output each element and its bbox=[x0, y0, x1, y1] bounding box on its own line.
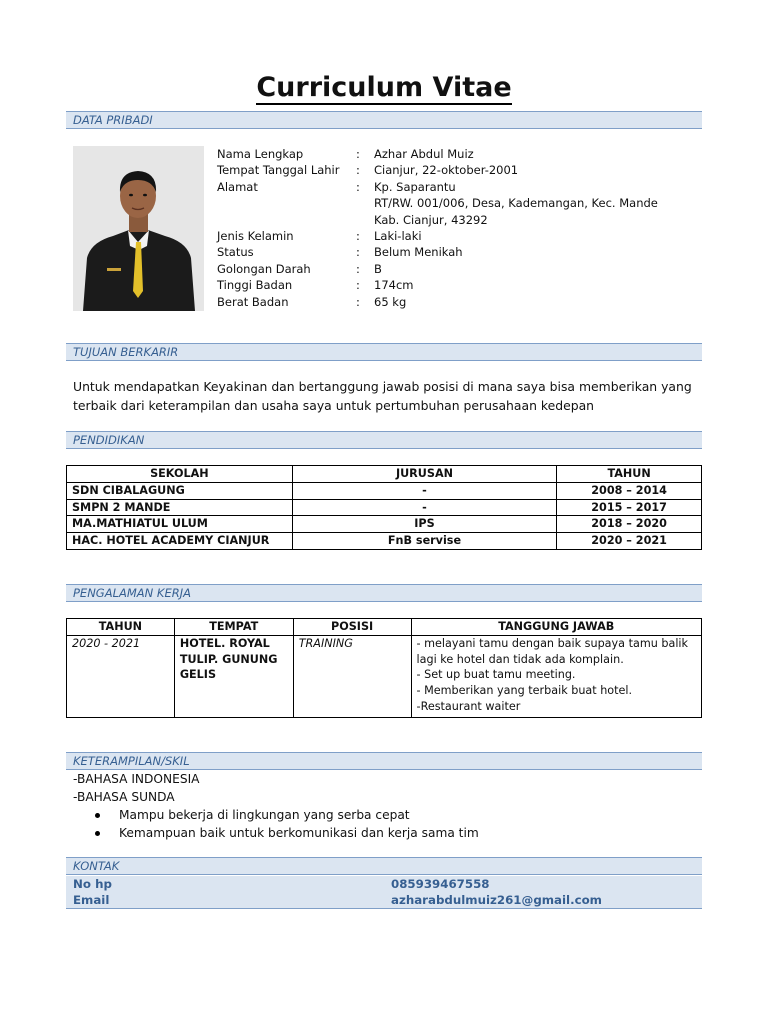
personal-values bbox=[374, 146, 658, 310]
table-cell: 2018 – 2020 bbox=[557, 516, 702, 533]
personal-label bbox=[217, 212, 339, 228]
skill-bullet-item: Mampu bekerja di lingkungan yang serba cepat bbox=[73, 806, 479, 824]
personal-labels bbox=[217, 146, 339, 310]
col-header-sekolah: SEKOLAH bbox=[67, 466, 293, 483]
phone-number[interactable]: 085939467558 bbox=[391, 877, 490, 891]
col-header-tempat: TEMPAT bbox=[174, 619, 293, 636]
personal-label: Tinggi Badan bbox=[217, 278, 293, 293]
email-address[interactable]: azharabdulmuiz261@gmail.com bbox=[391, 893, 602, 907]
personal-colon: : bbox=[356, 278, 360, 293]
table-cell: 2015 – 2017 bbox=[557, 499, 702, 516]
table-row bbox=[67, 516, 702, 533]
skill-item: -BAHASA SUNDA bbox=[73, 790, 175, 804]
section-header-pendidikan: PENDIDIKAN bbox=[66, 431, 702, 449]
col-header-posisi: POSISI bbox=[293, 619, 411, 636]
profile-photo bbox=[73, 146, 204, 311]
email-label: Email bbox=[73, 893, 110, 907]
experience-place: HOTEL. ROYAL TULIP. GUNUNG GELIS bbox=[174, 635, 293, 717]
section-header-kontak: KONTAK bbox=[66, 857, 702, 875]
personal-value: RT/RW. 001/006, Desa, Kademangan, Kec. Mande bbox=[374, 196, 658, 211]
personal-label: Nama Lengkap bbox=[217, 147, 304, 161]
personal-colon bbox=[356, 195, 360, 211]
table-cell: 2008 – 2014 bbox=[557, 482, 702, 499]
experience-year: 2020 - 2021 bbox=[67, 635, 175, 717]
personal-value: Belum Menikah bbox=[374, 245, 463, 260]
table-cell: SDN CIBALAGUNG bbox=[67, 482, 293, 499]
personal-label: Jenis Kelamin bbox=[217, 228, 294, 243]
education-table bbox=[66, 465, 702, 550]
personal-colon: : bbox=[356, 147, 360, 161]
phone-label: No hp bbox=[73, 877, 112, 891]
table-cell: HAC. HOTEL ACADEMY CIANJUR bbox=[67, 533, 293, 550]
skills-list bbox=[73, 770, 479, 842]
table-row bbox=[67, 499, 702, 516]
section-header-keterampilan: KETERAMPILAN/SKIL bbox=[66, 752, 702, 770]
section-header-data-pribadi: DATA PRIBADI bbox=[66, 111, 702, 129]
section-header-tujuan: TUJUAN BERKARIR bbox=[66, 343, 702, 361]
table-cell: 2020 – 2021 bbox=[557, 533, 702, 550]
skill-bullet-item: Kemampuan baik untuk berkomunikasi dan kerja sama tim bbox=[73, 824, 479, 842]
personal-value: 174cm bbox=[374, 278, 414, 293]
personal-colon bbox=[356, 212, 360, 228]
col-header-tanggung-jawab: TANGGUNG JAWAB bbox=[411, 619, 701, 636]
personal-value: Azhar Abdul Muiz bbox=[374, 147, 474, 161]
personal-colon: : bbox=[356, 163, 360, 178]
table-cell: - bbox=[292, 499, 557, 516]
personal-label: Tempat Tanggal Lahir bbox=[217, 163, 340, 178]
personal-colon: : bbox=[356, 261, 360, 276]
personal-label: Berat Badan bbox=[217, 294, 289, 309]
table-row bbox=[67, 482, 702, 499]
personal-label: Alamat bbox=[217, 179, 258, 194]
personal-colon: : bbox=[356, 294, 360, 309]
table-cell: SMPN 2 MANDE bbox=[67, 499, 293, 516]
personal-label: Status bbox=[217, 245, 254, 260]
table-cell: FnB servise bbox=[292, 533, 557, 550]
contact-block bbox=[66, 876, 702, 909]
table-row bbox=[67, 533, 702, 550]
personal-value: 65 kg bbox=[374, 294, 407, 309]
section-header-pengalaman: PENGALAMAN KERJA bbox=[66, 584, 702, 602]
personal-value: Laki-laki bbox=[374, 228, 422, 243]
skill-item: -BAHASA INDONESIA bbox=[73, 772, 200, 786]
col-header-tahun: TAHUN bbox=[557, 466, 702, 483]
table-cell: MA.MATHIATUL ULUM bbox=[67, 516, 293, 533]
experience-table bbox=[66, 618, 702, 718]
personal-colon: : bbox=[356, 245, 360, 260]
personal-value: B bbox=[374, 261, 382, 276]
col-header-jurusan: JURUSAN bbox=[292, 466, 557, 483]
col-header-tahun: TAHUN bbox=[67, 619, 175, 636]
personal-colons bbox=[356, 146, 360, 310]
personal-colon: : bbox=[356, 228, 360, 243]
table-cell: - bbox=[292, 482, 557, 499]
table-cell: IPS bbox=[292, 516, 557, 533]
experience-duties: - melayani tamu dengan baik supaya tamu balik lagi ke hotel dan tidak ada komplain. - Set up buat tamu meeting. - Memberikan yang terbaik buat hotel. -Restaurant waiter bbox=[411, 635, 701, 717]
personal-value: Cianjur, 22-oktober-2001 bbox=[374, 163, 519, 178]
personal-value: Kp. Saparantu bbox=[374, 179, 456, 194]
personal-value: Kab. Cianjur, 43292 bbox=[374, 212, 488, 227]
personal-label: Golongan Darah bbox=[217, 261, 311, 276]
document-title: Curriculum Vitae bbox=[256, 72, 512, 103]
experience-position: TRAINING bbox=[293, 635, 411, 717]
personal-colon: : bbox=[356, 179, 360, 194]
objective-text: Untuk mendapatkan Keyakinan dan bertanggung jawab posisi di mana saya bisa memberikan yang terbaik dari keterampilan dan usaha saya untuk pertumbuhan perusahaan kedepan bbox=[73, 379, 692, 413]
personal-label bbox=[217, 195, 339, 211]
